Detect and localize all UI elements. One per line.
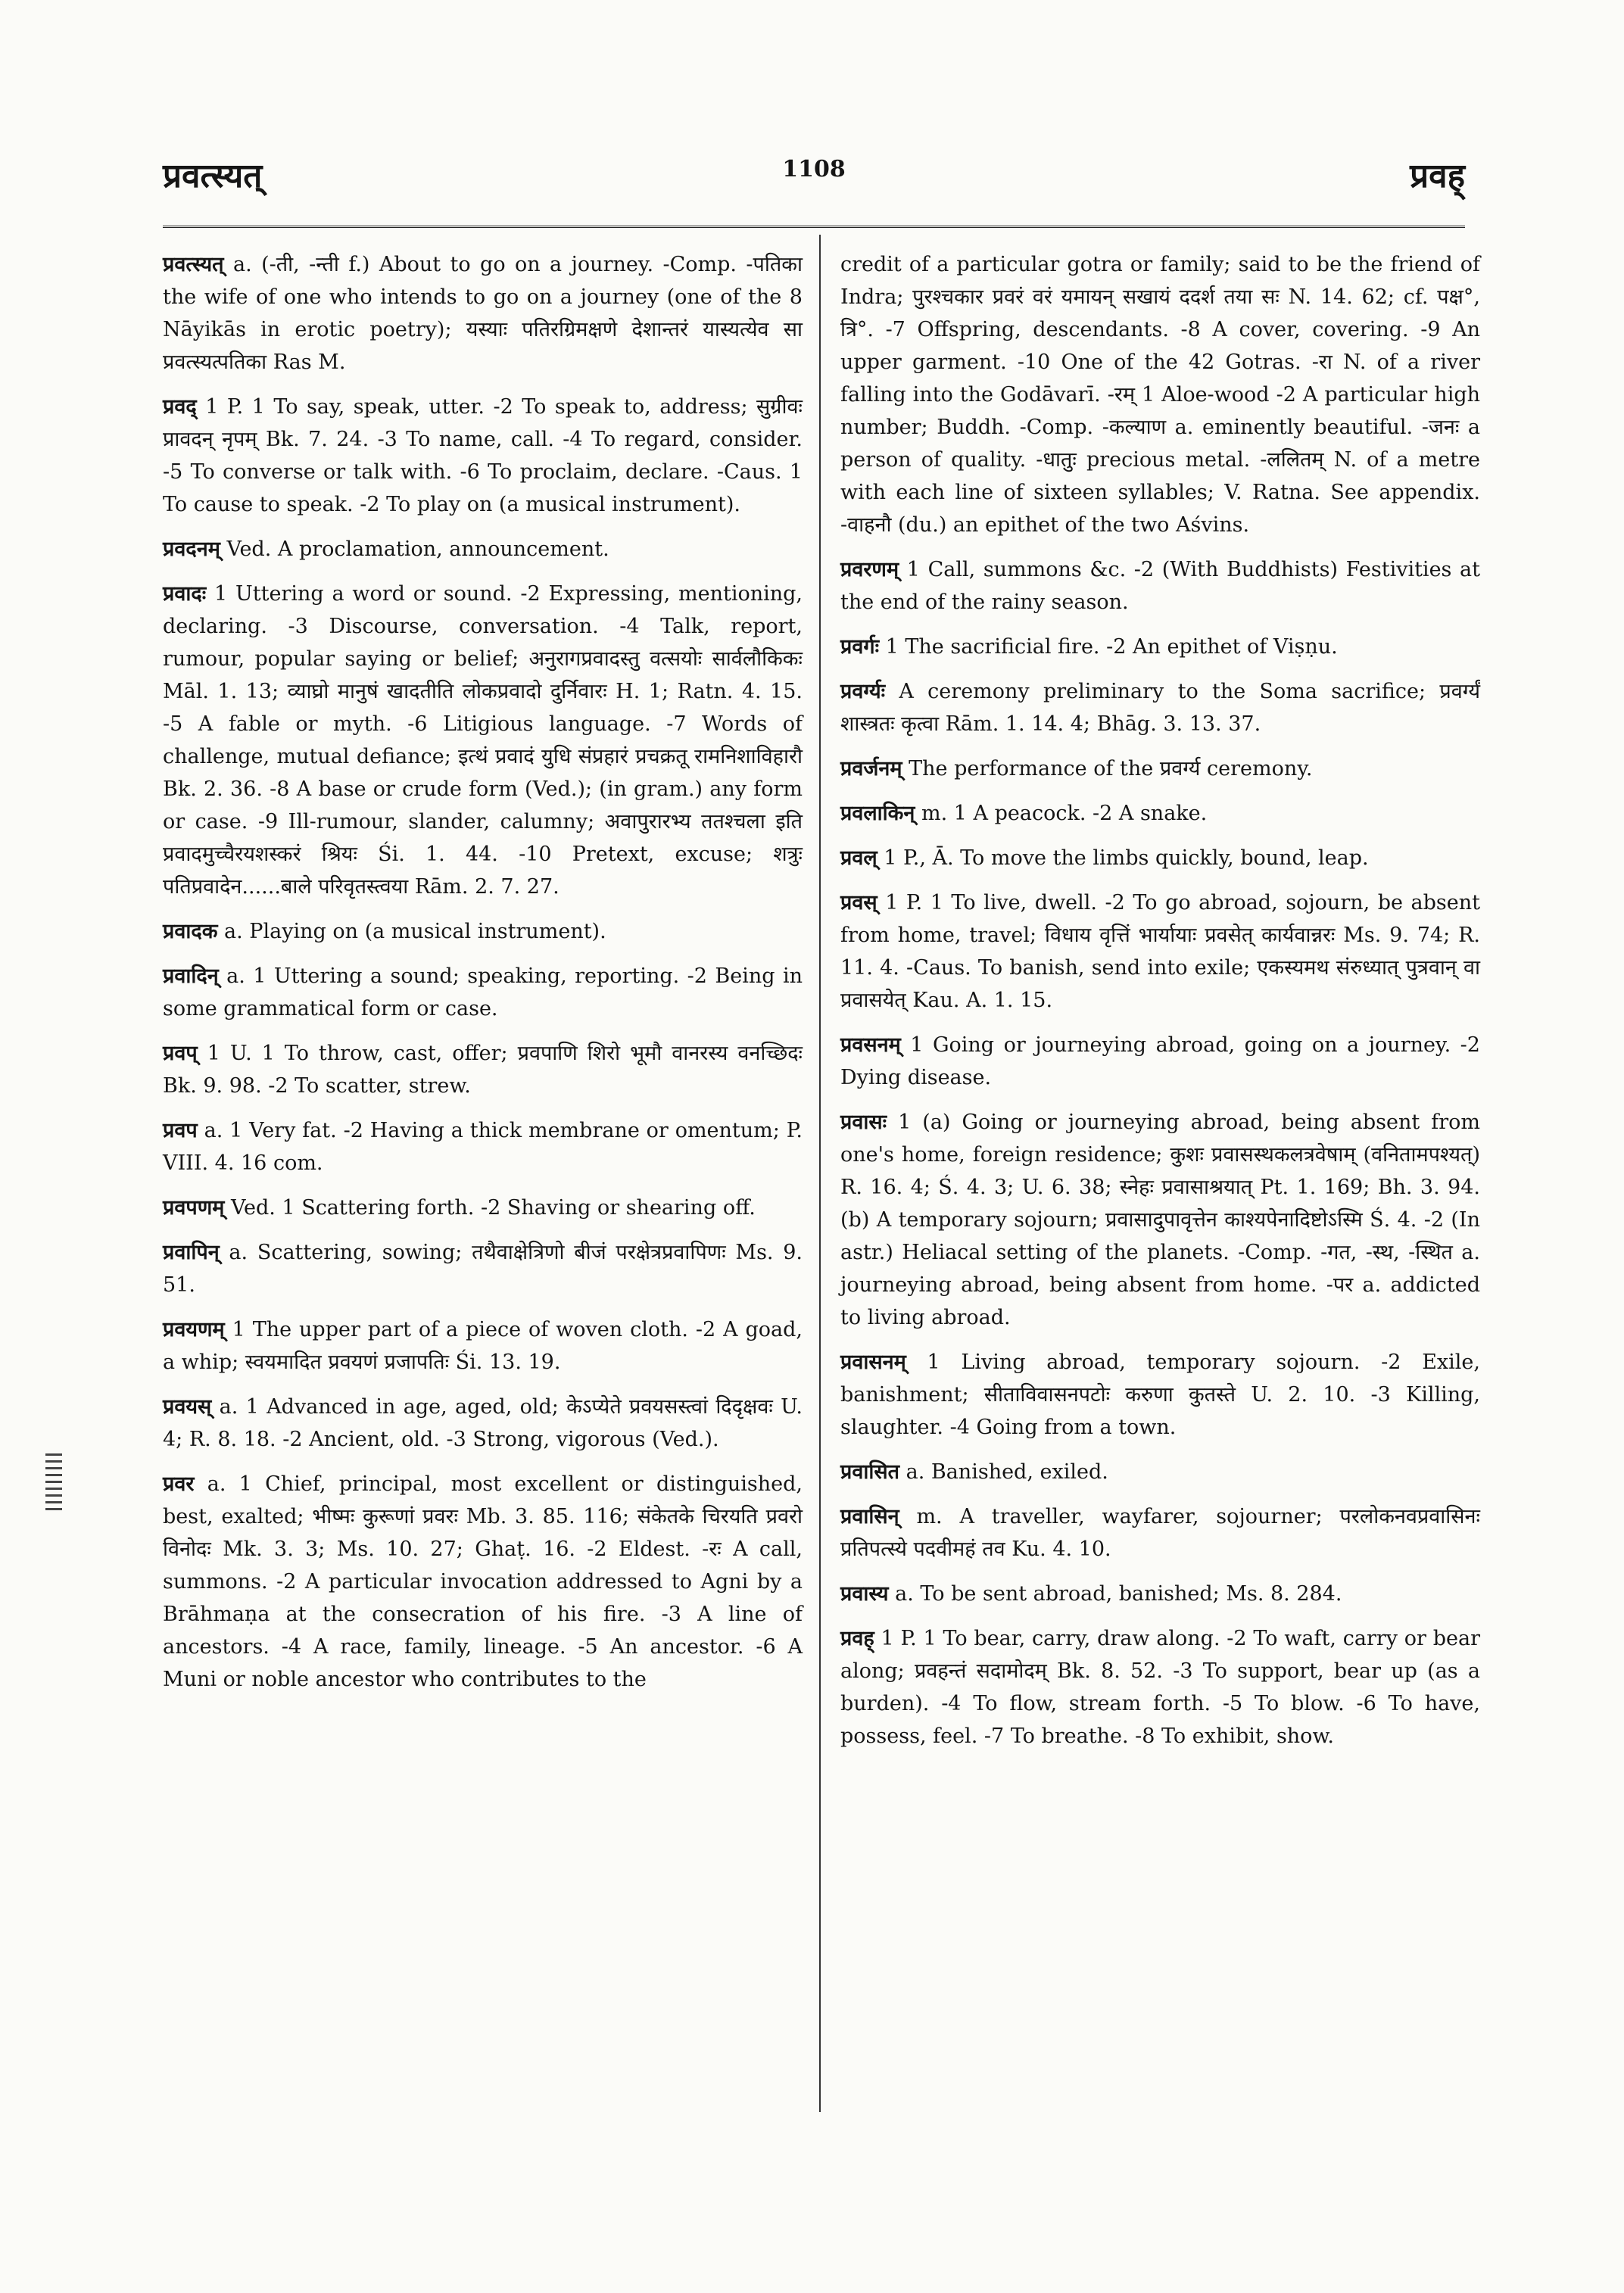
dictionary-entry	[840, 631, 1480, 663]
entry-definition: 1 Call, summons &c. -2 (With Buddhists) Festivities at the end of the rainy season.	[840, 558, 1480, 614]
entry-headword: प्रवापिन्	[163, 1241, 220, 1264]
entry-definition: 1 P. 1 To say, speak, utter. -2 To speak to, address; सुग्रीवः प्रावदन् नृपम् Bk. 7. 24. -3 To name, call. -4 To regard, consider. -5 To converse or talk with. -6 To proclaim, declare. -Caus. 1 To cause to speak. -2 To play on (a musical instrument).	[163, 395, 803, 516]
entry-headword: प्रवयणम्	[163, 1318, 225, 1341]
dictionary-entry	[840, 797, 1480, 830]
entry-definition: a. Scattering, sowing; तथैवाक्षेत्रिणो बीजं परक्षेत्रप्रवापिणः Ms. 9. 51.	[163, 1241, 803, 1297]
dictionary-entry	[840, 1578, 1480, 1610]
entry-headword: प्रवप	[163, 1119, 198, 1142]
entry-headword: प्रवपणम्	[163, 1196, 225, 1220]
dictionary-entry	[840, 675, 1480, 740]
entry-definition: a. To be sent abroad, banished; Ms. 8. 284.	[895, 1582, 1342, 1606]
entry-headword: प्रवर्गः	[840, 635, 880, 659]
dictionary-entry	[840, 1029, 1480, 1094]
entry-definition: m. A traveller, wayfarer, sojourner; परलोकनवप्रवासिनः प्रतिपत्स्ये पदवीमहं तव Ku. 4. 10.	[840, 1505, 1480, 1561]
dictionary-entry	[163, 533, 803, 565]
dictionary-entry	[840, 1106, 1480, 1334]
dictionary-entry	[163, 248, 803, 379]
entry-headword: प्रवादिन्	[163, 964, 219, 988]
left-column	[163, 248, 803, 1708]
dictionary-entry	[840, 842, 1480, 874]
entry-headword: प्रवासनम्	[840, 1351, 906, 1374]
page-number: 1108	[782, 156, 846, 182]
entry-definition: 1 (a) Going or journeying abroad, being absent from one's home, foreign residence; कुशः प्रवासस्थकलत्रवेषाम् (वनितामपश्यत्) R. 16. 4; Ś. 4. 3; U. 6. 38; स्नेहः प्रवासाश्रयात् Pt. 1. 169; Bh. 3. 94. (b) A temporary sojourn; प्रवासादुपावृत्तेन काश्यपेनादिष्टोऽस्मि Ś. 4. -2 (In astr.) Heliacal setting of the planets. -Comp. -गत, -स्थ, -स्थित a. journeying abroad, being absent from home. -पर a. addicted to living abroad.	[840, 1111, 1480, 1329]
entry-headword: प्रवासिन्	[840, 1505, 899, 1528]
entry-headword: प्रवस्	[840, 891, 877, 914]
dictionary-entry	[163, 1468, 803, 1696]
entry-definition: Ved. A proclamation, announcement.	[226, 537, 609, 561]
dictionary-entry	[840, 1456, 1480, 1488]
dictionary-entry	[163, 391, 803, 521]
dictionary-entry	[163, 1037, 803, 1102]
dictionary-entry	[163, 1391, 803, 1456]
entry-definition: a. 1 Uttering a sound; speaking, reporting. -2 Being in some grammatical form or case.	[163, 964, 803, 1020]
entry-headword: प्रवर्ग्यः	[840, 680, 886, 703]
entry-definition: a. 1 Very fat. -2 Having a thick membrane or omentum; P. VIII. 4. 16 com.	[163, 1119, 803, 1175]
column-divider	[819, 235, 821, 2112]
dictionary-entry	[840, 1346, 1480, 1444]
header-right-headword: प्रवह्	[1410, 157, 1465, 195]
dictionary-entry	[163, 915, 803, 948]
entry-definition: a. Playing on (a musical instrument).	[224, 920, 606, 943]
entry-definition: The performance of the प्रवर्ग्य ceremony.	[909, 757, 1313, 780]
entry-headword: प्रवासः	[840, 1111, 887, 1134]
entry-headword: प्रवल्	[840, 846, 877, 870]
entry-definition: 1 The upper part of a piece of woven cloth. -2 A goad, a whip; स्वयमादित प्रवयणं प्रजापतिः Śi. 13. 19.	[163, 1318, 803, 1374]
entry-headword: प्रवह्	[840, 1627, 874, 1650]
entry-headword: प्रवरणम्	[840, 558, 899, 581]
dictionary-entry	[840, 752, 1480, 785]
right-column	[840, 248, 1480, 1765]
dictionary-entry	[163, 1313, 803, 1379]
entry-headword: प्रवयस्	[163, 1395, 212, 1419]
dictionary-entry	[163, 1114, 803, 1179]
dictionary-entry	[163, 578, 803, 903]
entry-definition: 1 Uttering a word or sound. -2 Expressing, mentioning, declaring. -3 Discourse, conversation. -4 Talk, report, rumour, popular saying or belief; अनुरागप्रवादस्तु वत्सयोः सार्वलौकिकः Māl. 1. 13; व्याघ्रो मानुषं खादतीति लोकप्रवादो दुर्निवारः H. 1; Ratn. 4. 15. -5 A fable or myth. -6 Litigious language. -7 Words of challenge, mutual defiance; इत्थं प्रवादं युधि संप्रहारं प्रचक्रतू रामनिशाविहारौ Bk. 2. 36. -8 A base or crude form (Ved.); (in gram.) any form or case. -9 Ill-rumour, slander, calumny; अवापुरारभ्य ततश्चला इति प्रवादमुच्चैरयशस्करं श्रियः Śi. 1. 44. -10 Pretext, excuse; शत्रुः पतिप्रवादेन......बाले परिवृतस्त्वया Rām. 2. 7. 27.	[163, 582, 803, 899]
entry-headword: प्रवसनम्	[840, 1033, 901, 1057]
dictionary-entry	[840, 1500, 1480, 1566]
dictionary-entry	[163, 1192, 803, 1224]
dictionary-entry	[840, 1622, 1480, 1752]
entry-definition: 1 Living abroad, temporary sojourn. -2 Exile, banishment; सीताविवासनपटोः करुणा कुतस्ते U. 2. 10. -3 Killing, slaughter. -4 Going from a town.	[840, 1351, 1480, 1439]
entry-definition: A ceremony preliminary to the Soma sacrifice; प्रवर्ग्यं शास्त्रतः कृत्वा Rām. 1. 14. 4; Bhāg. 3. 13. 37.	[840, 680, 1480, 736]
dictionary-entry	[840, 886, 1480, 1017]
entry-definition: Ved. 1 Scattering forth. -2 Shaving or shearing off.	[230, 1196, 756, 1220]
entry-definition: a. 1 Advanced in age, aged, old; केऽप्येते प्रवयसस्त्वां दिदृक्षवः U. 4; R. 8. 18. -2 Ancient, old. -3 Strong, vigorous (Ved.).	[163, 1395, 803, 1451]
dictionary-entry	[840, 553, 1480, 618]
entry-headword: प्रवदनम्	[163, 537, 220, 561]
entry-definition: 1 P. 1 To live, dwell. -2 To go abroad, sojourn, be absent from home, travel; विधाय वृत्तिं भार्यायाः प्रवसेत् कार्यवान्नरः Ms. 9. 74; R. 11. 4. -Caus. To banish, send into exile; एकस्यमथ संरुध्यात् पुत्रवान् वा प्रवासयेत् Kau. A. 1. 15.	[840, 891, 1480, 1012]
entry-definition: a. (-ती, -न्ती f.) About to go on a journey. -Comp. -पतिका the wife of one who intends to go on a journey (one of the 8 Nāyikās in erotic poetry); यस्याः पतिरग्रिमक्षणे देशान्तरं यास्यत्येव सा प्रवत्स्यत्पतिका Ras M.	[163, 253, 803, 374]
entry-definition: 1 P. 1 To bear, carry, draw along. -2 To waft, carry or bear along; प्रवहन्तं सदामोदम् Bk. 8. 52. -3 To support, bear up (as a burden). -4 To flow, stream forth. -5 To blow. -6 To have, possess, feel. -7 To breathe. -8 To exhibit, show.	[840, 1627, 1480, 1748]
entry-definition: credit of a particular gotra or family; said to be the friend of Indra; पुरश्चकार प्रवरं वरं यमायन् सखायं ददर्श तया सः N. 14. 62; cf. पक्ष°, त्रि°. -7 Offspring, descendants. -8 A cover, covering. -9 An upper garment. -10 One of the 42 Gotras. -रा N. of a river falling into the Godāvarī. -रम् 1 Aloe-wood -2 A particular high number; Buddh. -Comp. -कल्याण a. eminently beautiful. -जनः a person of quality. -धातुः precious metal. -ललितम् N. of a metre with each line of sixteen syllables; V. Ratna. See appendix. -वाहनौ (du.) an epithet of the two Aśvins.	[840, 253, 1480, 537]
dictionary-entry	[840, 248, 1480, 541]
running-header	[163, 151, 1465, 204]
header-rule	[163, 226, 1465, 231]
dictionary-entry	[163, 960, 803, 1025]
entry-headword: प्रवादः	[163, 582, 207, 606]
entry-headword: प्रवलाकिन्	[840, 802, 915, 825]
entry-definition: a. Banished, exiled.	[906, 1460, 1108, 1484]
dictionary-entry	[163, 1236, 803, 1301]
entry-definition: 1 Going or journeying abroad, going on a journey. -2 Dying disease.	[840, 1033, 1480, 1089]
entry-headword: प्रवासित	[840, 1460, 900, 1484]
entry-definition: 1 U. 1 To throw, cast, offer; प्रवपाणि शिरो भूमौ वानरस्य वनच्छिदः Bk. 9. 98. -2 To scatter, strew.	[163, 1042, 803, 1098]
entry-definition: a. 1 Chief, principal, most excellent or distinguished, best, exalted; भीष्मः कुरूणां प्रवरः Mb. 3. 85. 116; संकेतके चिरयति प्रवरो विनोदः Mk. 3. 3; Ms. 10. 27; Ghaṭ. 16. -2 Eldest. -रः A call, summons. -2 A particular invocation addressed to Agni by a Brāhmaṇa at the consecration of his fire. -3 A line of ancestors. -4 A race, family, lineage. -5 An ancestor. -6 A Muni or noble ancestor who contributes to the	[163, 1472, 803, 1691]
entry-headword: प्रवप्	[163, 1042, 198, 1065]
header-left-headword: प्रवत्स्यत्	[163, 157, 263, 195]
entry-headword: प्रवर	[163, 1472, 195, 1496]
entry-definition: 1 P., Ā. To move the limbs quickly, bound, leap.	[884, 846, 1369, 870]
entry-headword: प्रवास्य	[840, 1582, 889, 1606]
entry-definition: 1 The sacrificial fire. -2 An epithet of Viṣṇu.	[885, 635, 1338, 659]
entry-headword: प्रवादक	[163, 920, 218, 943]
entry-headword: प्रवत्स्यत्	[163, 253, 224, 276]
entry-headword: प्रवर्जनम्	[840, 757, 902, 780]
entry-definition: m. 1 A peacock. -2 A snake.	[921, 802, 1208, 825]
margin-mark	[45, 1453, 62, 1514]
entry-headword: प्रवद्	[163, 395, 197, 419]
